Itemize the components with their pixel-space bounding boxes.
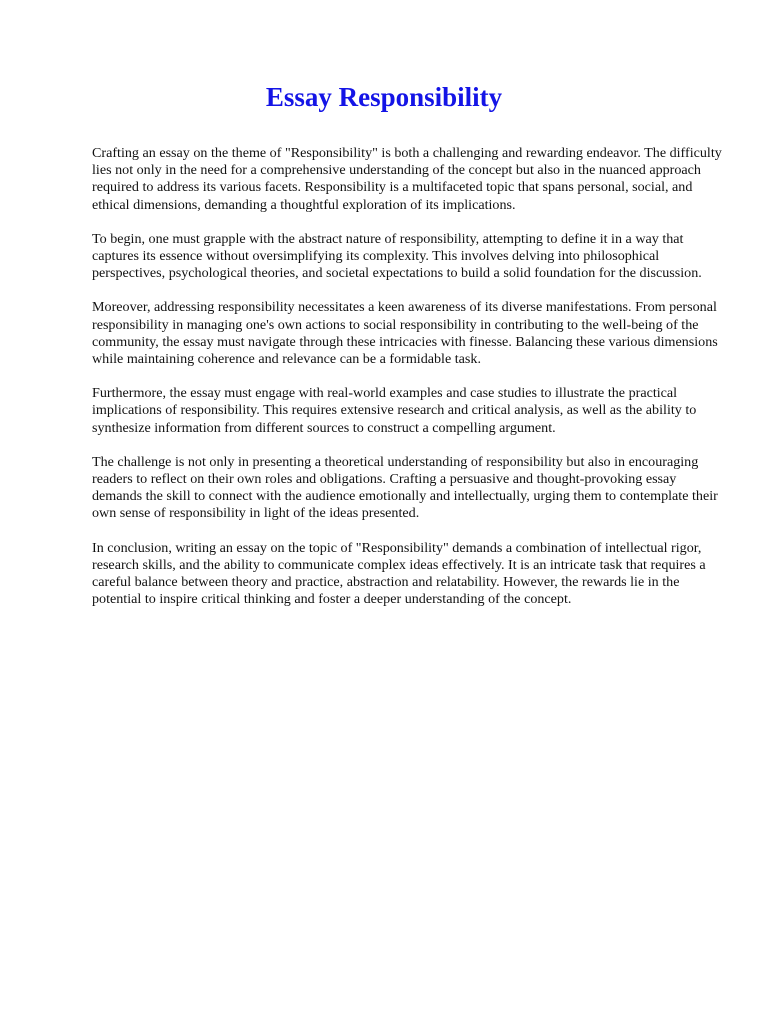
essay-body: [92, 145, 722, 608]
paragraph-5: The challenge is not only in presenting a theoretical understanding of responsibility but also in encouraging readers to reflect on their own roles and obligations. Crafting a persuasive and thought-provoking essay demands the skill to connect with the audience emotionally and intellectually, urging them to contemplate their own sense of responsibility in light of the ideas presented.: [92, 453, 718, 522]
paragraph-6: In conclusion, writing an essay on the topic of "Responsibility" demands a combination of intellectual rigor, research skills, and the ability to communicate complex ideas effectively. It is an intricate task that requires a careful balance between theory and practice, abstraction and relatability. However, the rewards lie in the potential to inspire critical thinking and foster a deeper understanding of the concept.: [92, 539, 706, 608]
paragraph-3: Moreover, addressing responsibility necessitates a keen awareness of its diverse manifestations. From personal responsibility in managing one's own actions to social responsibility in contributing to the well-being of the community, the essay must navigate through these intricacies with finesse. Balancing these various dimensions while maintaining coherence and relevance can be a formidable task.: [92, 299, 718, 368]
paragraph-4: Furthermore, the essay must engage with real-world examples and case studies to illustrate the practical implications of responsibility. This requires extensive research and critical analysis, as well as the ability to synthesize information from different sources to construct a compelling argument.: [92, 385, 697, 436]
paragraph-1: Crafting an essay on the theme of "Responsibility" is both a challenging and rewarding endeavor. The difficulty lies not only in the need for a comprehensive understanding of the concept but also in the nuanced approach required to address its various facets. Responsibility is a multifaceted topic that spans personal, social, and ethical dimensions, demanding a thoughtful exploration of its implications.: [92, 145, 722, 213]
paragraph-2: To begin, one must grapple with the abstract nature of responsibility, attempting to define it in a way that captures its essence without oversimplifying its complexity. This involves delving into philosophical perspectives, psychological theories, and societal expectations to build a solid foundation for the discussion.: [92, 230, 702, 282]
page-title: Essay Responsibility: [265, 82, 503, 112]
